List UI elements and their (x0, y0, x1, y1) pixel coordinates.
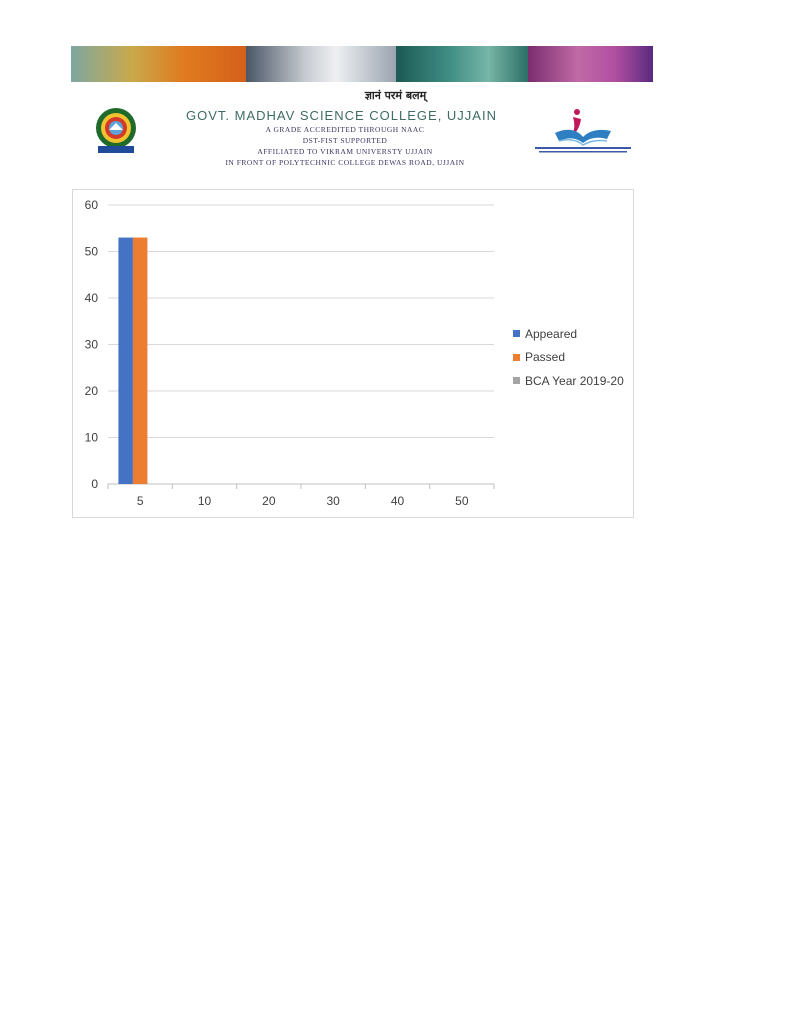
x-tick-label: 10 (197, 494, 212, 508)
legend-swatch (513, 377, 520, 384)
banner-image-physics (71, 46, 246, 82)
college-name: GOVT. MADHAV SCIENCE COLLEGE, UJJAIN (186, 108, 497, 123)
y-tick-label: 60 (84, 198, 98, 212)
banner-image-molecules (396, 46, 528, 82)
bar-passed-5 (133, 238, 148, 484)
x-tick-label: 50 (455, 494, 469, 508)
iqac-logo (533, 105, 633, 157)
address-line: IN FRONT OF POLYTECHNIC COLLEGE DEWAS ROAD, UJJAIN (225, 158, 465, 167)
x-tick-label: 30 (326, 494, 340, 508)
legend-label: Passed (525, 350, 566, 365)
y-tick-label: 30 (84, 337, 98, 352)
legend-item (513, 369, 624, 393)
chart-legend (513, 322, 624, 393)
y-tick-label: 40 (84, 291, 98, 305)
support-line: DST-FIST SUPPORTED (302, 136, 388, 145)
y-tick-label: 0 (91, 477, 98, 491)
legend-item (513, 346, 624, 370)
accreditation-line: A GRADE ACCREDITED THROUGH NAAC (265, 125, 425, 134)
college-logo (92, 106, 140, 154)
legend-item (513, 322, 624, 346)
legend-swatch (513, 330, 520, 337)
banner-image-robot (246, 46, 396, 82)
banner-image-atoms (528, 46, 653, 82)
y-tick-label: 10 (84, 430, 98, 445)
affiliation-line: AFFILIATED TO VIKRAM UNIVERSTY UJJAIN (257, 147, 433, 156)
college-motto: ज्ञानं परमं बलम् (364, 89, 427, 102)
legend-label: Appeared (525, 326, 578, 341)
y-tick-label: 20 (84, 384, 98, 398)
legend-swatch (513, 354, 520, 361)
y-tick-label: 50 (84, 244, 98, 259)
x-tick-label: 20 (262, 494, 276, 508)
legend-label: BCA Year 2019-20 (525, 373, 624, 388)
x-tick-label: 40 (390, 494, 405, 508)
bar-appeared-5 (118, 238, 133, 484)
x-tick-label: 5 (136, 494, 144, 508)
header-banner (71, 46, 653, 82)
